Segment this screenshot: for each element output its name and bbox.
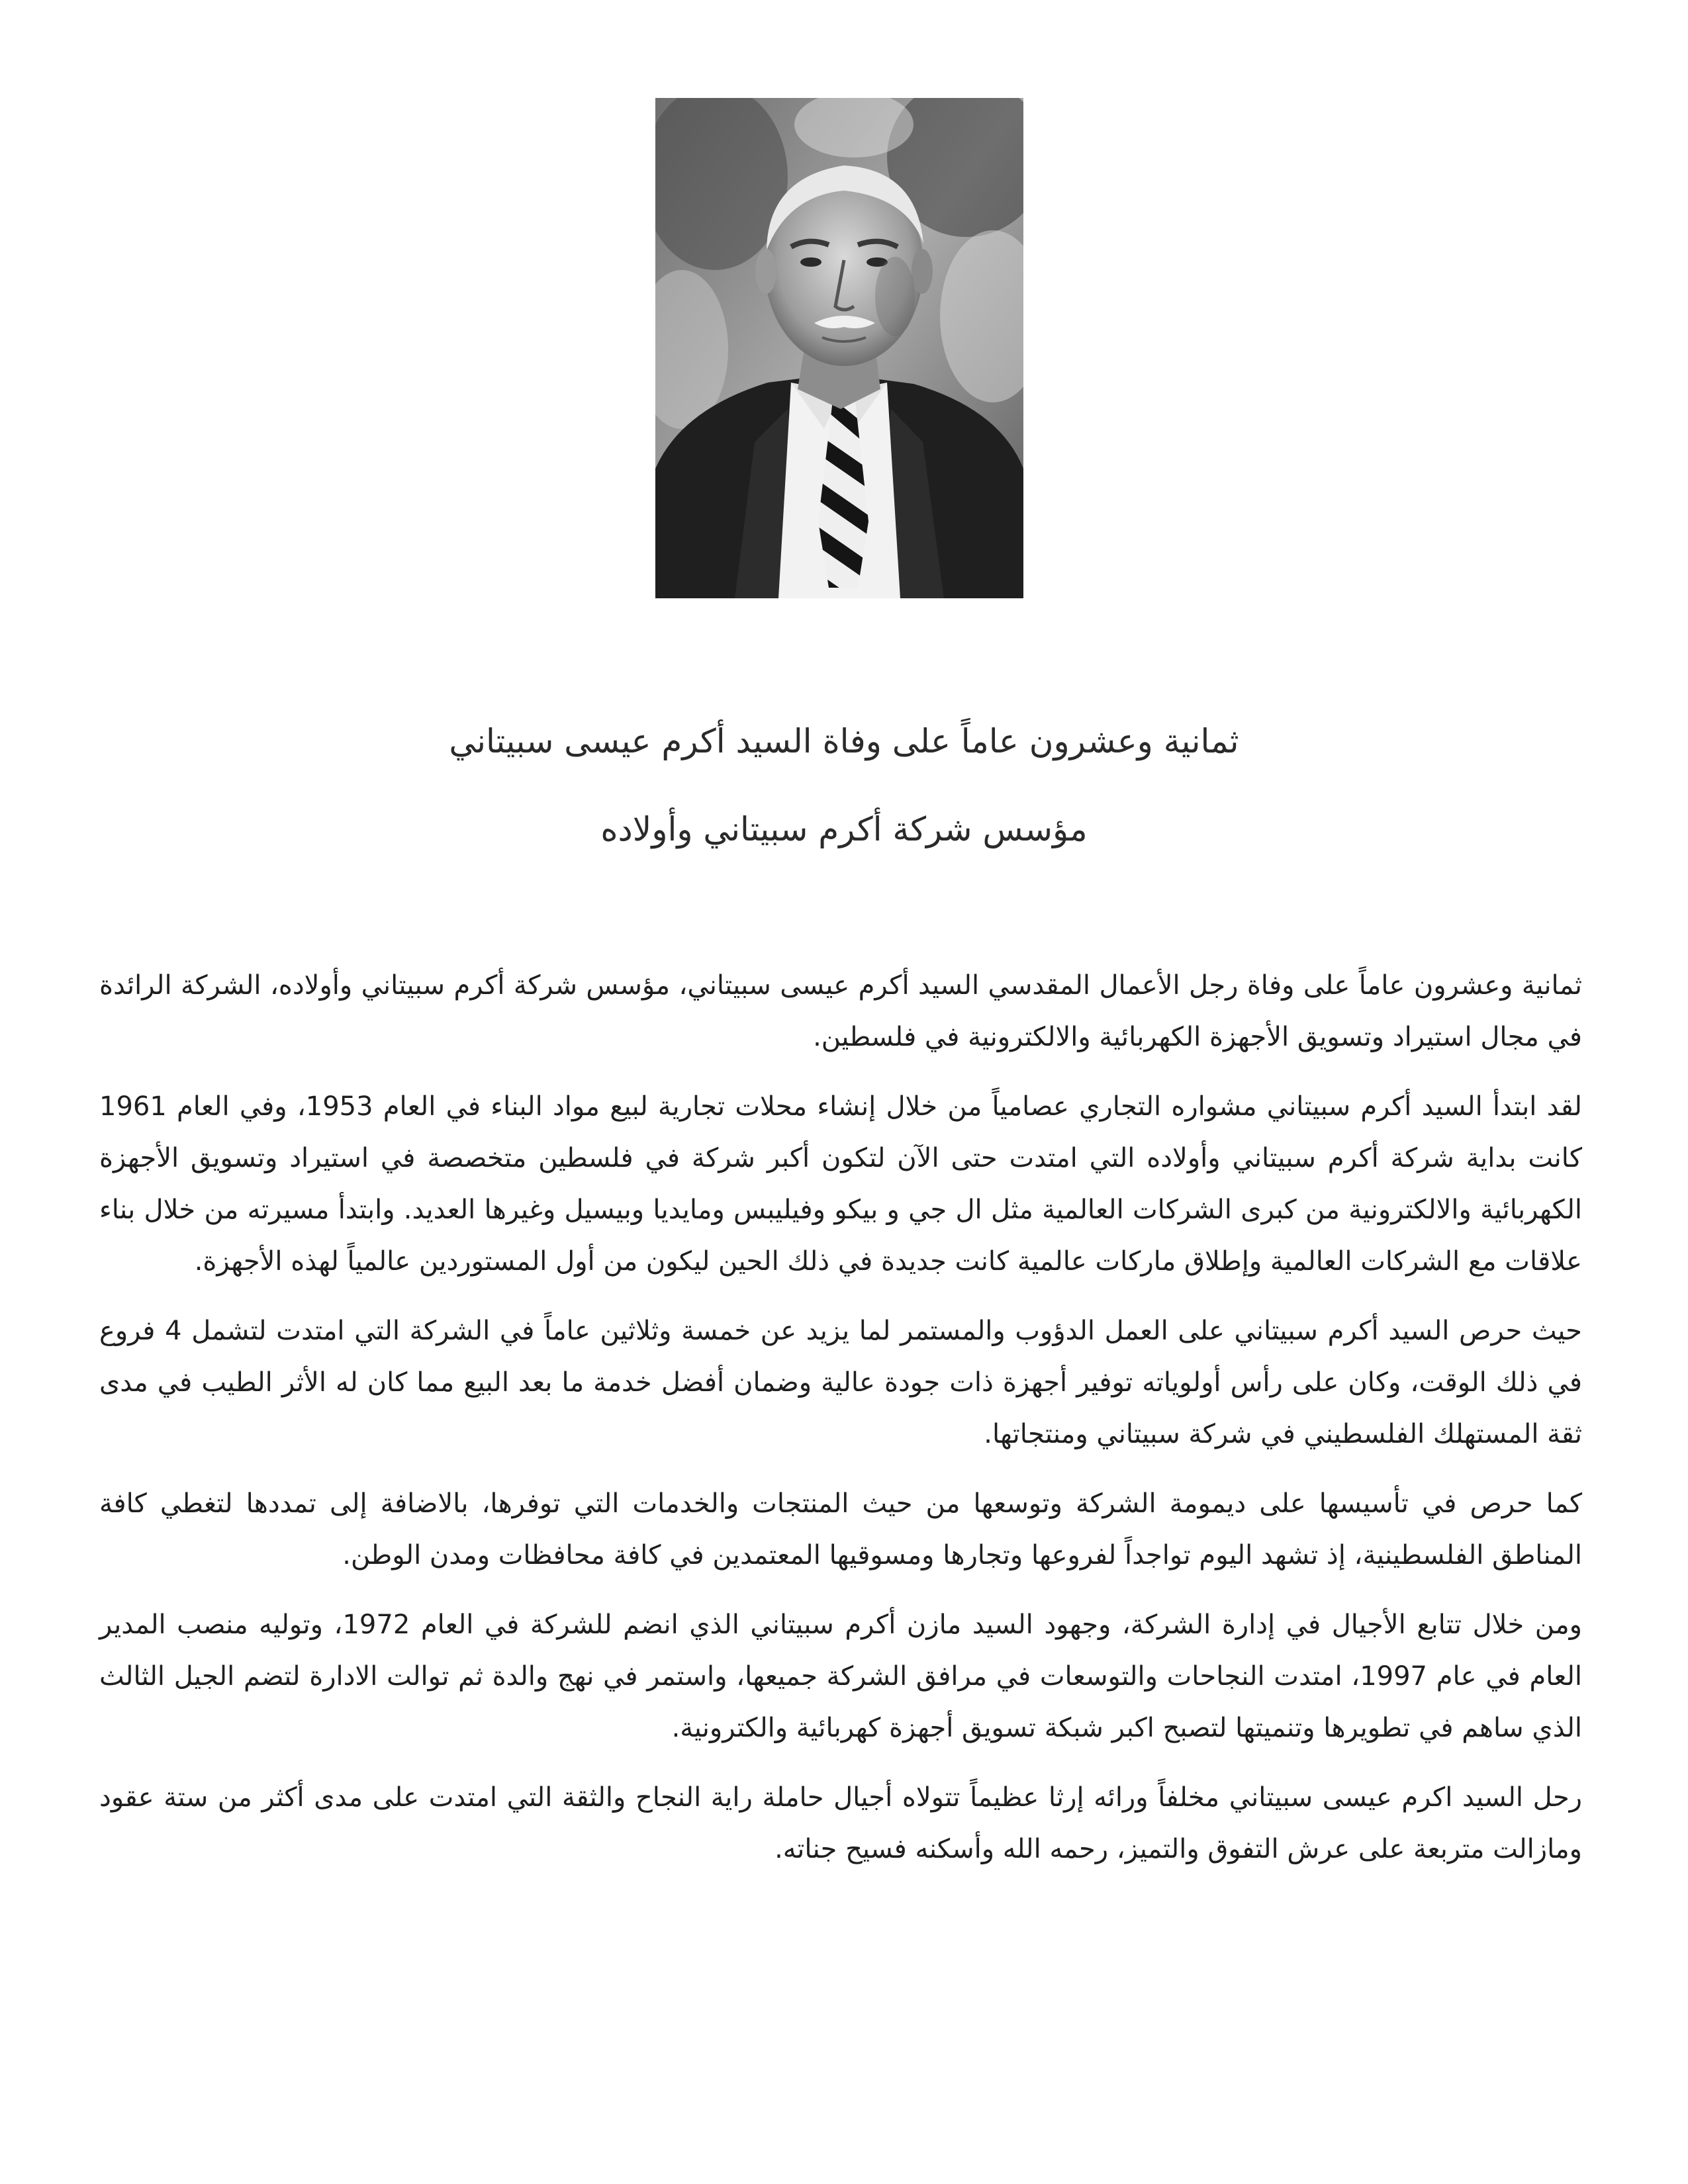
paragraph-dedication: حيث حرص السيد أكرم سبيتاني على العمل الدؤوب والمستمر لما يزيد عن خمسة وثلاثين عاماً في الشركة التي امتدت لتشمل 4 فروع في ذلك الوقت، وكان على رأس أولوياته توفير أجهزة ذات جودة عالية وضمان أفضل خدمة ما بعد البيع مما كان له الأثر الطيب في مدى ثقة المستهلك الفلسطيني في شركة سبيتاني ومنتجاتها. bbox=[99, 1316, 1582, 1449]
paragraph-intro: ثمانية وعشرون عاماً على وفاة رجل الأعمال المقدسي السيد أكرم عيسى سبيتاني، مؤسس شركة أكرم سبيتاني وأولاده، الشركة الرائدة في مجال استيراد وتسويق الأجهزة الكهربائية والالكترونية في فلسطين. bbox=[99, 970, 1582, 1052]
memorial-subtitle: مؤسس شركة أكرم سبيتاني وأولاده bbox=[600, 810, 1088, 848]
paragraph-generations: ومن خلال تتابع الأجيال في إدارة الشركة، وجهود السيد مازن أكرم سبيتاني الذي انضم للشركة في العام 1972، وتوليه منصب المدير العام في عام 1997، امتدت النجاحات والتوسعات في مرافق الشركة جميعها، واستمر في نهج والدة ثم توالت الادارة لتضم الجيل الثالث الذي ساهم في تطويرها وتنميتها لتصبح اكبر شبكة تسويق أجهزة كهربائية والكترونية. bbox=[99, 1610, 1582, 1743]
memorial-title: ثمانية وعشرون عاماً على وفاة السيد أكرم عيسى سبيتاني bbox=[449, 722, 1239, 760]
founder-portrait-photo bbox=[655, 98, 1023, 598]
paragraph-legacy: رحل السيد اكرم عيسى سبيتاني مخلفاً ورائه إرثا عظيماً تتولاه أجيال حاملة راية النجاح والثقة التي امتدت على مدى أكثر من ستة عقود ومازالت متربعة على عرش التفوق والتميز، رحمه الله وأسكنه فسيح جناته. bbox=[99, 1782, 1582, 1864]
paragraph-expansion: كما حرص في تأسيسها على ديمومة الشركة وتوسعها من حيث المنتجات والخدمات التي توفرها، بالاضافة إلى تمددها لتغطي كافة المناطق الفلسطينية، إذ تشهد اليوم تواجداً لفروعها وتجارها ومسوقيها المعتمدين في كافة محافظات ومدن الوطن. bbox=[99, 1488, 1582, 1570]
paragraph-beginnings: لقد ابتدأ السيد أكرم سبيتاني مشواره التجاري عصامياً من خلال إنشاء محلات تجارية لبيع مواد البناء في العام 1953، وفي العام 1961 كانت بداية شركة أكرم سبيتاني وأولاده التي امتدت حتى الآن لتكون أكبر شركة في فلسطين متخصصة في استيراد وتسويق الأجهزة الكهربائية والالكترونية من كبرى الشركات العالمية مثل ال جي و بيكو وفيليبس ومايديا وبيسيل وغيرها العديد. وابتدأ مسيرته من خلال بناء علاقات مع الشركات العالمية وإطلاق ماركات عالمية كانت جديدة في ذلك الحين ليكون من أول المستوردين عالمياً لهذه الأجهزة. bbox=[99, 1091, 1582, 1277]
article-body bbox=[99, 960, 1582, 1893]
